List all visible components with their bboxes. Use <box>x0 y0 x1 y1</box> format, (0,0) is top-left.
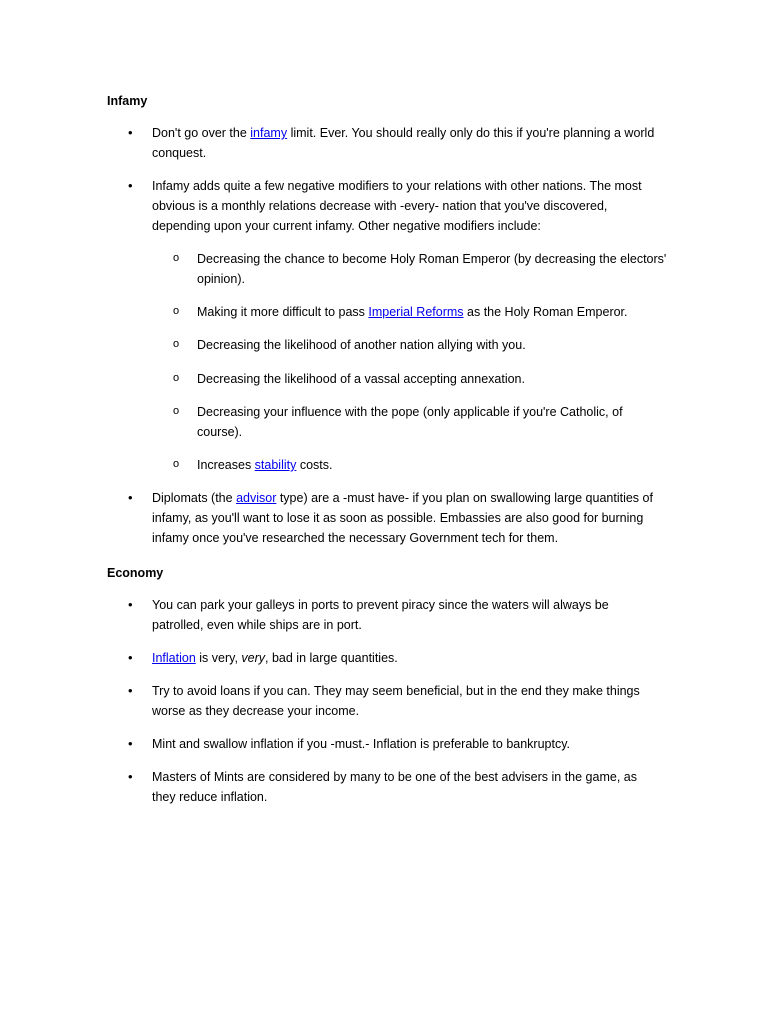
text: , bad in large quantities. <box>265 651 398 665</box>
text: Don't go over the <box>152 126 251 140</box>
section-heading-economy: Economy <box>107 566 164 580</box>
text: limit. Ever. You should really only do this if you're planning a world conquest. <box>152 126 655 160</box>
text: Increases <box>197 458 255 472</box>
sub-list-item-annexation: o Decreasing the likelihood of a vassal accepting annexation. <box>197 369 667 389</box>
advisor-link[interactable]: advisor <box>236 491 277 505</box>
list-item-loans: • Try to avoid loans if you can. They may seem beneficial, but in the end they make things worse as they decrease your income. <box>152 681 662 721</box>
text: is very, <box>195 651 242 665</box>
list-item-masters-of-mints: • Masters of Mints are considered by many to be one of the best advisers in the game, as they reduce inflation. <box>152 767 662 807</box>
text: as the Holy Roman Emperor. <box>463 305 628 319</box>
sub-list-item-alliance: o Decreasing the likelihood of another nation allying with you. <box>197 335 667 355</box>
list-item-infamy-modifiers: • Infamy adds quite a few negative modifiers to your relations with other nations. The most obvious is a monthly relations decrease with -every- nation that you've discovered, depending upon your current infamy. Other negative modifiers include: <box>152 176 662 236</box>
sub-list-item-imperial-reforms <box>197 302 667 322</box>
list-item-mint: • Mint and swallow inflation if you -must.- Inflation is preferable to bankruptcy. <box>152 734 662 754</box>
sub-list-item-hre-chance: o Decreasing the chance to become Holy Roman Emperor (by decreasing the electors' opinion). <box>197 249 667 289</box>
sub-list-item-stability <box>197 455 667 475</box>
list-item-galleys: • You can park your galleys in ports to prevent piracy since the waters will always be patrolled, even while ships are in port. <box>152 595 662 635</box>
text: type) are a -must have- if you plan on swallowing large quantities of infamy, as you'll want to lose it as soon as possible. Embassies are also good for burning infamy once you've researched the necessary Government tech for them. <box>152 491 653 545</box>
imperial-reforms-link[interactable]: Imperial Reforms <box>368 305 464 319</box>
list-item-inflation <box>152 648 662 668</box>
list-item-diplomats <box>152 488 662 548</box>
infamy-link[interactable]: infamy <box>250 126 288 140</box>
sub-list-item-pope-influence: o Decreasing your influence with the pope (only applicable if you're Catholic, of course). <box>197 402 667 442</box>
section-heading-infamy: Infamy <box>107 94 148 108</box>
emphasis-text: very <box>241 651 266 665</box>
text: Diplomats (the <box>152 491 237 505</box>
text: Making it more difficult to pass <box>197 305 369 319</box>
text: costs. <box>296 458 333 472</box>
list-item-infamy-limit <box>152 123 662 163</box>
inflation-link[interactable]: Inflation <box>152 651 196 665</box>
stability-link[interactable]: stability <box>254 458 297 472</box>
